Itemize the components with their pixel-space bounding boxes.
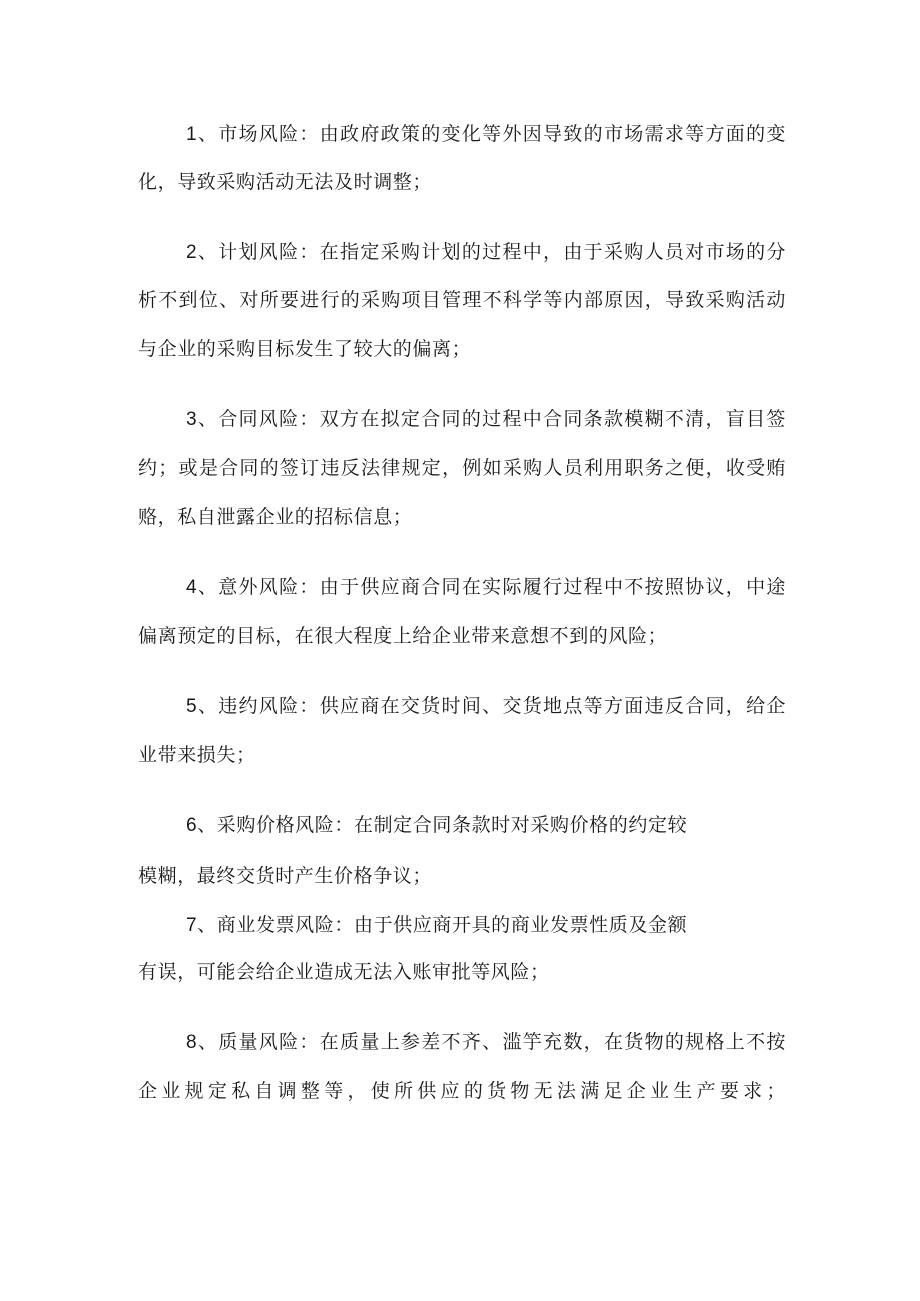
item-3-text: 合同风险：双方在拟定合同的过程中合同条款模糊不清，盲目签 [218,408,786,430]
item-separator: 、 [197,576,219,598]
item-1-number: 1 [186,124,198,145]
item-2-line-2: 析不到位、对所要进行的采购项目管理不科学等内部原因，导致采购活动 [138,289,786,311]
item-7-line-2: 有误，可能会给企业造成无法入账审批等风险； [138,961,550,983]
item-6-text: 采购价格风险：在制定合同条款时对采购价格的约定较 [216,814,688,836]
item-1-line-2: 化，导致采购活动无法及时调整； [138,171,433,193]
item-separator: 、 [197,695,219,717]
item-3-line-2: 约；或是合同的签订违反法律规定，例如采购人员利用职务之便，收受贿 [138,457,786,479]
item-separator: 、 [197,1031,219,1053]
item-4-number: 4 [186,577,198,598]
item-5-number: 5 [186,696,198,717]
item-2-number: 2 [186,242,198,263]
item-1-line-1 [186,122,786,146]
item-7-line-1 [186,913,687,938]
item-7-text: 商业发票风险：由于供应商开具的商业发票性质及金额 [216,914,688,936]
item-separator: 、 [197,814,217,836]
item-8-line-1 [186,1030,786,1054]
item-4-line-2: 偏离预定的目标，在很大程度上给企业带来意想不到的风险； [138,625,668,647]
item-2-line-3: 与企业的采购目标发生了较大的偏离； [138,338,472,360]
item-8-number: 8 [186,1032,198,1053]
item-3-line-1 [186,407,786,431]
item-separator: 、 [197,914,217,936]
item-4-line-1 [186,575,786,599]
item-3-number: 3 [186,409,198,430]
item-5-line-2: 业带来损失； [138,744,256,766]
item-separator: 、 [197,241,219,263]
item-5-line-1 [186,694,786,718]
item-5-text: 违约风险：供应商在交货时间、交货地点等方面违反合同，给企 [218,695,786,717]
item-8-line-2: 企业规定私自调整等，使所供应的货物无法满足企业生产要求； [138,1080,786,1102]
item-4-text: 意外风险：由于供应商合同在实际履行过程中不按照协议，中途 [218,576,786,598]
item-3-line-3: 赂，私自泄露企业的招标信息； [138,506,413,528]
item-6-line-1 [186,813,687,838]
item-separator: 、 [197,408,219,430]
item-2-line-1 [186,240,786,264]
item-8-text: 质量风险：在质量上参差不齐、滥竽充数，在货物的规格上不按 [218,1031,786,1053]
item-6-line-2: 模糊，最终交货时产生价格争议； [138,865,433,887]
item-separator: 、 [197,123,219,145]
item-6-number: 6 [186,815,198,836]
item-1-text: 市场风险：由政府政策的变化等外因导致的市场需求等方面的变 [218,123,786,145]
item-2-text: 计划风险：在指定采购计划的过程中，由于采购人员对市场的分 [218,241,786,263]
item-7-number: 7 [186,915,198,936]
